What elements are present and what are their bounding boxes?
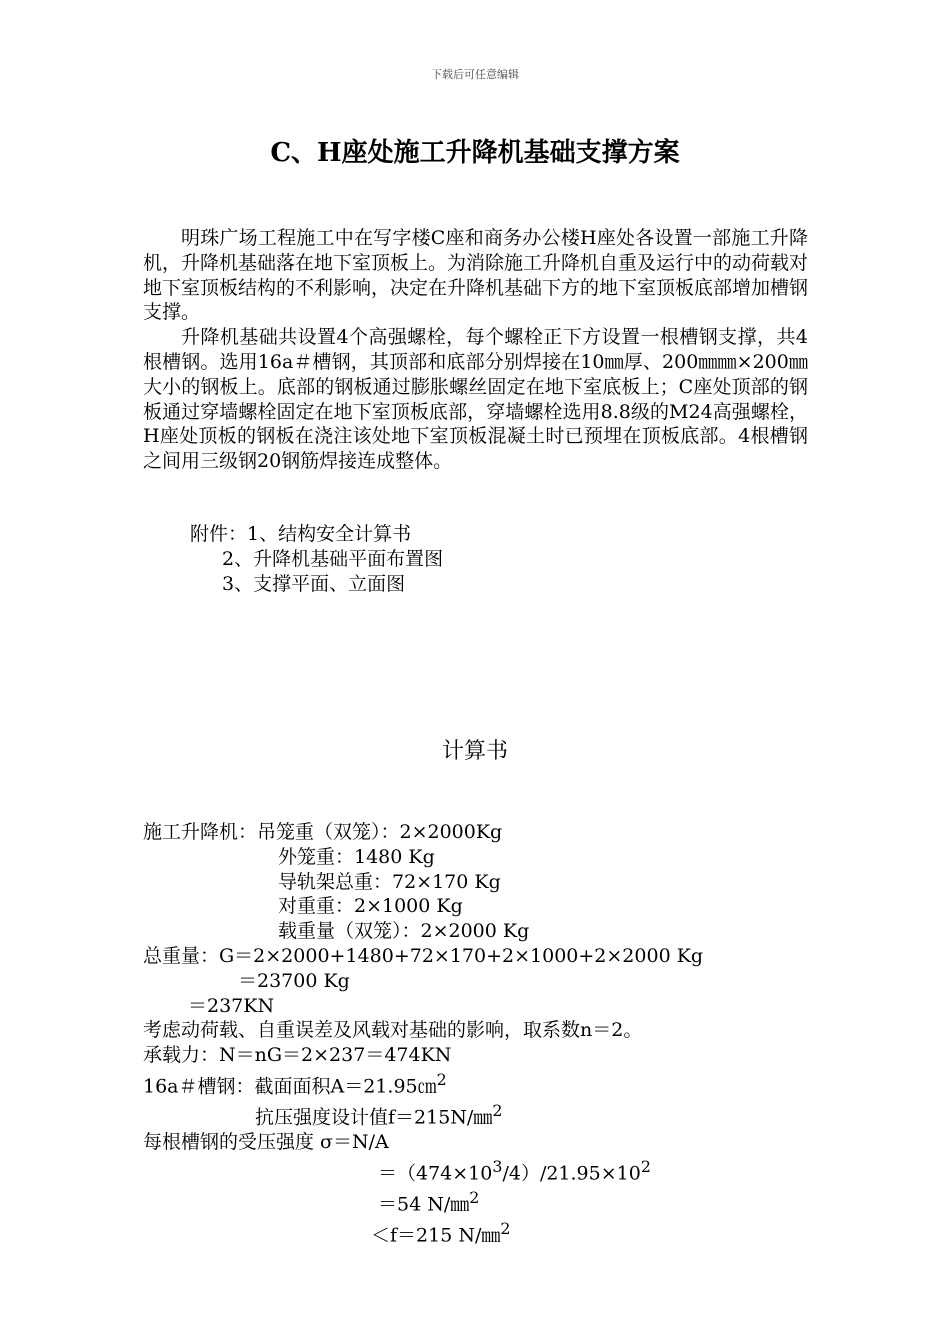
calc-line: 外笼重：1480 Kg	[278, 845, 435, 868]
calc-line	[143, 1217, 823, 1248]
superscript: 2	[500, 1219, 511, 1239]
attachment-item: 2、升降机基础平面布置图	[222, 547, 444, 570]
calc-line: 施工升降机：吊笼重（双笼）：2×2000Kg	[143, 821, 503, 843]
page-header: 下载后可任意编辑	[431, 68, 519, 81]
attachment-item: 3、支撑平面、立面图	[222, 572, 406, 595]
calc-line: 考虑动荷载、自重误差及风载对基础的影响，取系数n＝2。	[143, 1019, 643, 1042]
calc-line	[143, 1099, 823, 1130]
calc-text: ＝（474×10	[378, 1162, 493, 1185]
calc-line	[143, 1186, 823, 1217]
calc-line: 导轨架总重：72×170 Kg	[278, 870, 501, 893]
calc-text: ＝54 N/㎜	[378, 1193, 470, 1216]
paragraph-1: 明珠广场工程施工中在写字楼C座和商务办公楼H座处各设置一部施工升降机，升降机基础落在地下室顶板上。为消除施工升降机自重及运行中的动荷载对地下室顶板结构的不利影响，决定在升降机基础下方的地下室顶板底部增加槽钢支撑。	[143, 227, 809, 324]
attachment-item: 附件：1、结构安全计算书	[190, 523, 412, 545]
calc-line: 承载力：N＝nG＝2×237＝474KN	[143, 1044, 452, 1067]
calc-line	[143, 1155, 823, 1186]
superscript: 2	[640, 1157, 651, 1177]
calc-line: 载重量（双笼）：2×2000 Kg	[278, 920, 530, 943]
calc-line: 总重量：G＝2×2000+1480+72×170+2×1000+2×2000 Kg	[143, 944, 704, 967]
calc-text: ＜f＝215 N/㎜	[371, 1224, 501, 1247]
document-title: C、H座处施工升降机基础支撑方案	[270, 138, 680, 168]
calc-text: 16a＃槽钢：截面面积A＝21.95㎝	[143, 1075, 437, 1098]
superscript: 2	[492, 1101, 503, 1121]
superscript: 3	[492, 1157, 503, 1177]
calc-line: 每根槽钢的受压强度 σ＝N/A	[143, 1131, 389, 1154]
calc-line: ＝237KN	[188, 994, 275, 1017]
attachments-list	[190, 522, 443, 596]
calc-line	[143, 1068, 823, 1099]
superscript: 2	[436, 1069, 447, 1089]
paragraph-2: 升降机基础共设置4个高强螺栓，每个螺栓正下方设置一根槽钢支撑，共4根槽钢。选用16a＃槽钢，其顶部和底部分别焊接在10㎜厚、200㎜㎜×200㎜大小的钢板上。底部的钢板通过膨胀螺丝固定在地下室底板上；C座处顶部的钢板通过穿墙螺栓固定在地下室顶板底部，穿墙螺栓选用8.8级的M24高强螺栓，H座处顶板的钢板在浇注该处地下室顶板混凝土时已预埋在顶板底部。4根槽钢之间用三级钢20钢筋焊接连成整体。	[143, 326, 808, 473]
calc-text: /4）/21.95×10	[502, 1162, 641, 1185]
calculation-section	[143, 820, 823, 1248]
calculation-title: 计算书	[441, 739, 508, 764]
superscript: 2	[469, 1188, 480, 1208]
body-text	[143, 226, 808, 474]
calc-text: 抗压强度设计值f＝215N/㎜	[255, 1106, 493, 1129]
calc-line: ＝23700 Kg	[238, 969, 350, 992]
calc-line: 对重重：2×1000 Kg	[278, 895, 463, 918]
